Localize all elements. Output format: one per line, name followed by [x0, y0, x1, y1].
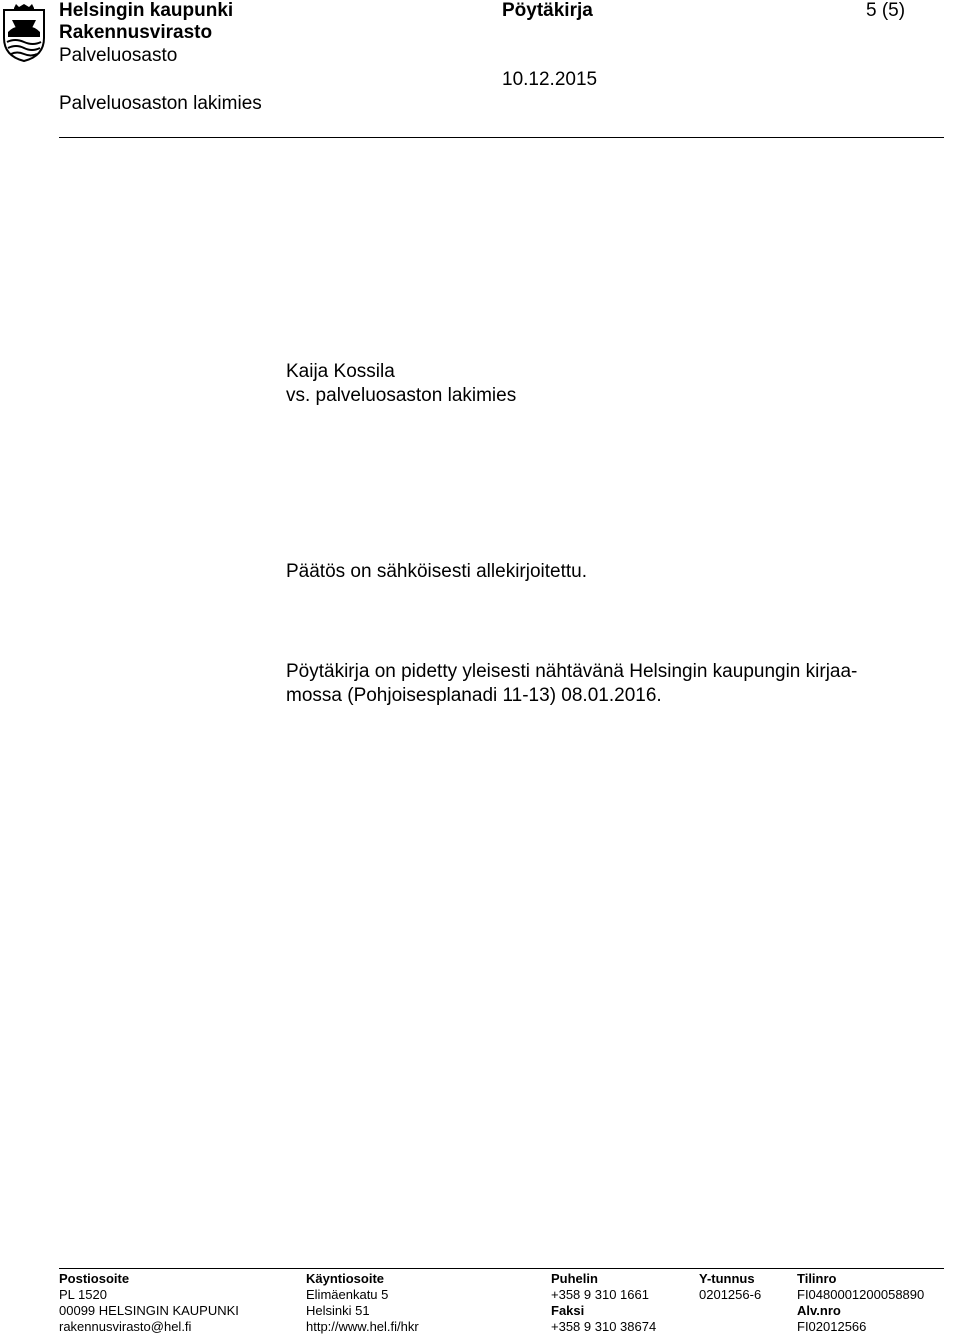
signatory-title: vs. palveluosaston lakimies	[286, 385, 517, 406]
phone-number: +358 9 310 1661	[551, 1287, 649, 1302]
visiting-address-line-2: Helsinki 51	[306, 1303, 370, 1318]
visiting-address-line-1: Elimäenkatu 5	[306, 1287, 389, 1302]
public-notice-line-2: mossa (Pohjoisesplanadi 11-13) 08.01.2016.	[286, 685, 662, 706]
postal-address-line-2: 00099 HELSINGIN KAUPUNKI	[59, 1303, 239, 1318]
postal-address-line-1: PL 1520	[59, 1287, 107, 1302]
fax-label: Faksi	[551, 1303, 585, 1318]
business-id-label: Y-tunnus	[699, 1271, 755, 1286]
footer-divider	[59, 1268, 944, 1269]
vat-number-label: Alv.nro	[797, 1303, 841, 1318]
postal-address-label: Postiosoite	[59, 1271, 130, 1286]
signatory-name: Kaija Kossila	[286, 361, 395, 382]
public-notice-line-1: Pöytäkirja on pidetty yleisesti nähtävänä Helsingin kaupungin kirjaa-	[286, 661, 858, 682]
visiting-address-label: Käyntiosoite	[306, 1271, 385, 1286]
business-id-value: 0201256-6	[699, 1287, 762, 1302]
unit-name: Palveluosasto	[59, 45, 178, 66]
document-date: 10.12.2015	[502, 69, 598, 90]
document-type: Pöytäkirja	[502, 0, 593, 21]
role-title: Palveluosaston lakimies	[59, 93, 262, 114]
header-divider	[59, 137, 944, 138]
page-number: 5 (5)	[866, 0, 906, 21]
account-number-label: Tilinro	[797, 1271, 837, 1286]
fax-number: +358 9 310 38674	[551, 1319, 657, 1334]
vat-number-value: FI02012566	[797, 1319, 867, 1334]
department-name: Rakennusvirasto	[59, 22, 213, 43]
website-url: http://www.hel.fi/hkr	[306, 1319, 419, 1334]
public-notice	[286, 660, 926, 708]
email-address: rakennusvirasto@hel.fi	[59, 1319, 192, 1334]
decision-note: Päätös on sähköisesti allekirjoitettu.	[286, 561, 587, 582]
phone-label: Puhelin	[551, 1271, 598, 1286]
helsinki-coat-of-arms-icon	[2, 4, 46, 62]
organization-name: Helsingin kaupunki	[59, 0, 234, 21]
account-number-value: FI0480001200058890	[797, 1287, 925, 1302]
